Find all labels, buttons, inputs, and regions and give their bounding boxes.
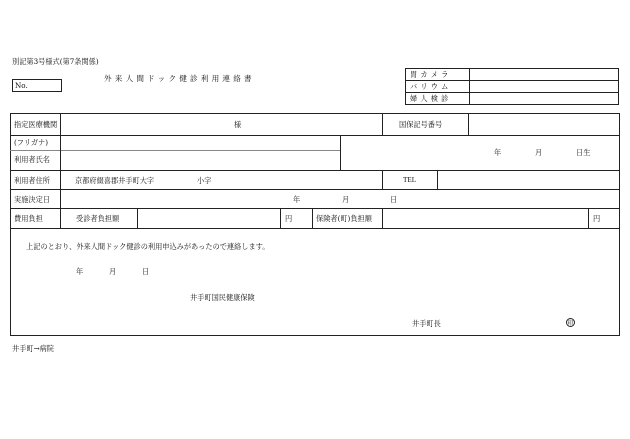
- decision-date-label: 実施決定日: [14, 195, 50, 204]
- koaza-label: 小字: [197, 176, 212, 185]
- furigana-label: (フリガナ): [14, 138, 48, 147]
- issue-year-label: 年: [76, 267, 84, 276]
- no-label: No.: [15, 81, 28, 90]
- decision-month-label: 月: [342, 195, 350, 204]
- address-value: 京都府綴喜郡井手町大字: [75, 176, 155, 185]
- exam-row-gynecology: 婦人検診: [410, 94, 452, 103]
- form-number: 別記第3号様式(第7条関係): [12, 57, 99, 66]
- decision-day-label: 日: [390, 195, 398, 204]
- document-title: 外来人間ドック健診利用連絡書: [104, 74, 255, 83]
- issue-month-label: 月: [109, 267, 117, 276]
- birth-month-label: 月: [535, 148, 543, 157]
- notification-message: 上記のとおり、外来人間ドック健診の利用申込みがあったので連絡します。: [26, 242, 270, 251]
- seal-mark: 印: [567, 320, 574, 327]
- insurance-number-label: 国保記号番号: [399, 120, 443, 129]
- address-label: 利用者住所: [14, 176, 50, 185]
- user-name-label: 利用者氏名: [14, 155, 50, 164]
- insurer-share-label: 保険者(町)負担額: [316, 214, 372, 223]
- patient-share-label: 受診者負担額: [76, 214, 120, 223]
- birth-day-label: 日生: [576, 148, 591, 157]
- routing-note: 井手町→病院: [12, 344, 54, 353]
- issue-day-label: 日: [142, 267, 150, 276]
- tel-label: TEL: [403, 176, 417, 184]
- yen-label-2: 円: [593, 214, 601, 223]
- cost-label: 費用負担: [14, 214, 43, 223]
- birth-year-label: 年: [494, 148, 502, 157]
- institution-label: 指定医療機関: [14, 120, 58, 129]
- exam-row-barium: バリウム: [410, 82, 452, 91]
- mayor-label: 井手町長: [412, 319, 441, 328]
- sama-label: 様: [234, 120, 242, 129]
- main-table: [10, 113, 620, 336]
- exam-row-gastroscope: 胃カメラ: [410, 70, 452, 79]
- decision-year-label: 年: [293, 195, 301, 204]
- issuer-name: 井手町国民健康保険: [190, 293, 255, 302]
- yen-label-1: 円: [285, 214, 293, 223]
